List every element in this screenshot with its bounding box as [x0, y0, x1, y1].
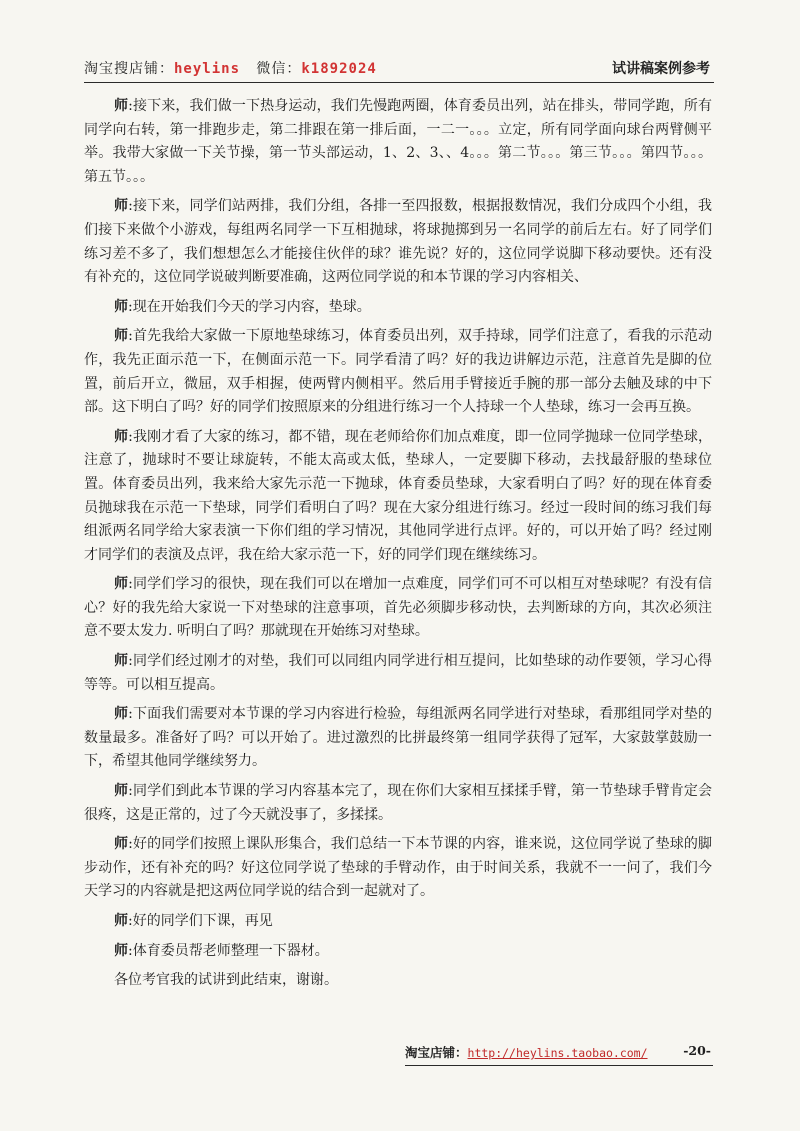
paragraph-text: 同学们学习的很快，现在我们可以在增加一点难度，同学们可不可以相互对垫球呢？有没有信心？好的我先给大家说一下对垫球的注意事项，首先必须脚步移动快，去判断球的方向，其次必须注意不要太发力. 听明白了吗？那就现在开始练习对垫球。 — [84, 576, 713, 640]
paragraph — [84, 910, 712, 934]
header-shop-name: heylins — [174, 61, 241, 77]
paragraph — [84, 650, 712, 697]
speaker-label: 师 — [114, 298, 128, 315]
speaker-separator: : — [128, 576, 133, 593]
paragraph — [84, 833, 712, 904]
paragraph — [84, 296, 712, 320]
paragraph — [84, 969, 712, 993]
paragraph-text: 接下来，我们做一下热身运动，我们先慢跑两圈，体育委员出列，站在排头，带同学跑，所有同学向右转，第一排跑步走，第二排跟在第一排后面，一二一。。。立定，所有同学面向球台两臂侧平举。我带大家做一下关节操，第一节头部运动，1、2、3、、4。。。第二节。。。第三节。。。第四节。。。第五节。。。 — [84, 98, 713, 185]
paragraph — [84, 573, 712, 644]
header-wechat-id: k1892024 — [301, 61, 377, 77]
speaker-separator: : — [128, 198, 133, 215]
speaker-separator: : — [128, 298, 133, 315]
header-shop-label: 淘宝搜店铺： — [84, 61, 174, 77]
paragraph-text: 同学们经过刚才的对垫，我们可以同组内同学进行相互提问，比如垫球的动作要领，学习心得等等。可以相互提高。 — [84, 653, 713, 693]
speaker-label: 师 — [114, 706, 129, 723]
speaker-label: 师 — [114, 653, 129, 670]
speaker-label: 师 — [114, 836, 129, 853]
speaker-separator: : — [128, 913, 133, 929]
paragraph-text: 体育委员帮老师整理一下器材。 — [132, 942, 329, 959]
speaker-separator: : — [128, 98, 133, 114]
speaker-separator: : — [128, 328, 133, 345]
paragraph-text: 各位考官我的试讲到此结束，谢谢。 — [114, 972, 338, 989]
speaker-label: 师 — [114, 783, 129, 800]
header-shop-info — [84, 58, 377, 78]
speaker-label: 师 — [114, 428, 129, 445]
speaker-separator: : — [128, 836, 133, 853]
speaker-label: 师 — [114, 913, 128, 929]
speaker-separator: : — [128, 428, 133, 445]
footer-shop-label: 淘宝店铺： — [405, 1045, 468, 1060]
speaker-separator: : — [128, 942, 133, 959]
speaker-separator: : — [128, 706, 133, 723]
paragraph-text: 好的同学们下课，再见 — [132, 913, 273, 929]
header-wechat-label: 微信： — [256, 61, 302, 77]
page-footer — [405, 1043, 713, 1066]
speaker-label: 师 — [114, 328, 129, 345]
footer-shop-link[interactable]: http://heylins.taobao.com/ — [467, 1046, 648, 1060]
paragraph — [84, 195, 712, 289]
paragraph — [84, 703, 712, 774]
speaker-label: 师 — [114, 942, 128, 959]
paragraph — [84, 780, 712, 827]
speaker-label: 师 — [114, 198, 129, 215]
paragraph — [84, 325, 712, 419]
paragraph-text: 同学们到此本节课的学习内容基本完了，现在你们大家相互揉揉手臂，第一节垫球手臂肯定会很疼，这是正常的，过了今天就没事了，多揉揉。 — [84, 783, 713, 823]
paragraph-text: 好的同学们按照上课队形集合，我们总结一下本节课的内容，谁来说，这位同学说了垫球的脚步动作，还有补充的吗？好这位同学说了垫球的手臂动作，由于时间关系，我就不一一问了，我们今天学习的内容就是把这两位同学说的结合到一起就对了。 — [84, 836, 713, 900]
paragraph-text: 下面我们需要对本节课的学习内容进行检验，每组派两名同学进行对垫球，看那组同学对垫的数量最多。准备好了吗？可以开始了。进过激烈的比拼最终第一组同学获得了冠军，大家鼓掌鼓励一下，希望其他同学继续努力。 — [84, 706, 713, 770]
paragraph — [84, 940, 712, 964]
paragraph-text: 接下来，同学们站两排，我们分组，各排一至四报数，根据报数情况，我们分成四个小组，我们接下来做个小游戏，每组两名同学一下互相抛球，将球抛掷到另一名同学的前后左右。好了同学们练习差不多了，我们想想怎么才能接住伙伴的球？谁先说？好的，这位同学说脚下移动要快。还有没有补充的，这位同学说破判断要准确，这两位同学说的和本节课的学习内容相关、 — [84, 198, 713, 286]
header-title: 试讲稿案例参考 — [612, 61, 710, 77]
paragraph-text: 首先我给大家做一下原地垫球练习，体育委员出列，双手持球，同学们注意了，看我的示范动作，我先正面示范一下，在侧面示范一下。同学看清了吗？好的我边讲解边示范，注意首先是脚的位置，前后开立，微屈，双手相握，使两臂内侧相平。然后用手臂接近手腕的那一部分去触及球的中下部。这下明白了吗？好的同学们按照原来的分组进行练习一个人持球一个人垫球，练习一会再互换。 — [84, 328, 713, 416]
document-body — [84, 95, 712, 999]
page-number: -20- — [683, 1043, 711, 1058]
speaker-separator: : — [128, 783, 133, 800]
paragraph-text: 现在开始我们今天的学习内容，垫球。 — [132, 298, 371, 315]
paragraph-text: 我刚才看了大家的练习，都不错，现在老师给你们加点难度，即一位同学抛球一位同学垫球，注意了，抛球时不要让球旋转，不能太高或太低，垫球人，一定要脚下移动，去找最舒服的垫球位置。体育委员出列，我来给大家先示范一下抛球，体育委员垫球，大家看明白了吗？好的现在体育委员抛球我在示范一下垫球，同学们看明白了吗？现在大家分组进行练习。经过一段时间的练习我们每组派两名同学给大家表演一下你们组的学习情况，其他同学进行点评。好的，可以开始了吗？经过刚才同学们的表演及点评，我在给大家示范一下，好的同学们现在继续练习。 — [84, 428, 713, 563]
page-header — [84, 56, 714, 83]
speaker-label: 师 — [114, 98, 129, 114]
paragraph — [84, 95, 712, 189]
speaker-separator: : — [128, 653, 133, 670]
paragraph — [84, 426, 712, 568]
speaker-label: 师 — [114, 576, 129, 593]
